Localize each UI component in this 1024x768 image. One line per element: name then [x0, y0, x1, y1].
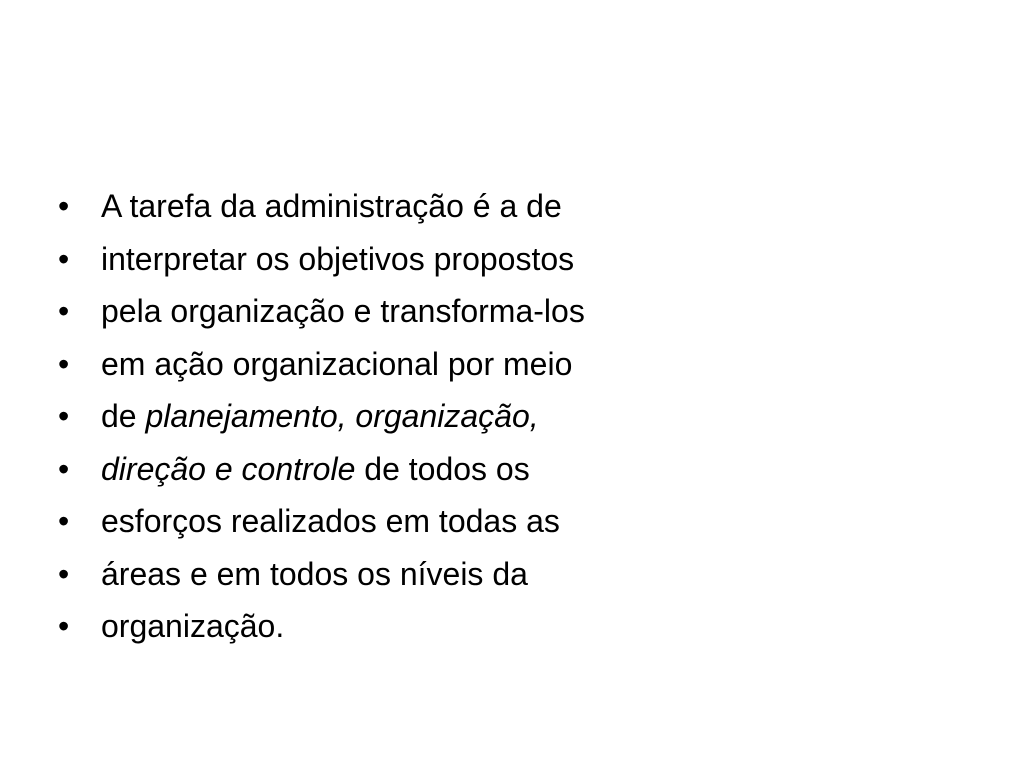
bullet-text: organização.	[101, 608, 285, 644]
bullet-icon: •	[58, 450, 70, 487]
bullet-item	[58, 390, 585, 443]
bullet-icon: •	[58, 188, 70, 224]
bullet-text: pela organização e transforma-los	[101, 293, 585, 329]
bullet-item	[58, 495, 585, 548]
bullet-item	[58, 443, 585, 496]
bullet-icon: •	[58, 608, 70, 644]
bullet-item	[58, 285, 585, 338]
bullet-text: interpretar os objetivos propostos	[101, 240, 575, 277]
bullet-text-italic: planejamento, organização,	[145, 398, 539, 434]
bullet-item	[58, 600, 585, 653]
bullet-text: em ação organizacional por meio	[101, 345, 573, 382]
bullet-text: de	[101, 398, 146, 434]
bullet-text-italic: direção e controle	[101, 450, 356, 487]
bullet-icon: •	[58, 240, 70, 277]
bullet-text: de todos os	[355, 450, 530, 487]
bullet-text: esforços realizados em todas as	[101, 503, 560, 539]
bullet-icon: •	[58, 345, 70, 382]
bullet-list	[58, 180, 585, 653]
bullet-icon: •	[58, 293, 70, 329]
bullet-text: áreas e em todos os níveis da	[101, 555, 528, 592]
bullet-icon: •	[58, 503, 70, 539]
bullet-text: A tarefa da administração é a de	[101, 188, 562, 224]
bullet-item	[58, 338, 585, 391]
bullet-item	[58, 180, 585, 233]
bullet-icon: •	[58, 555, 70, 592]
bullet-item	[58, 548, 585, 601]
bullet-icon: •	[58, 398, 70, 434]
bullet-item	[58, 233, 585, 286]
